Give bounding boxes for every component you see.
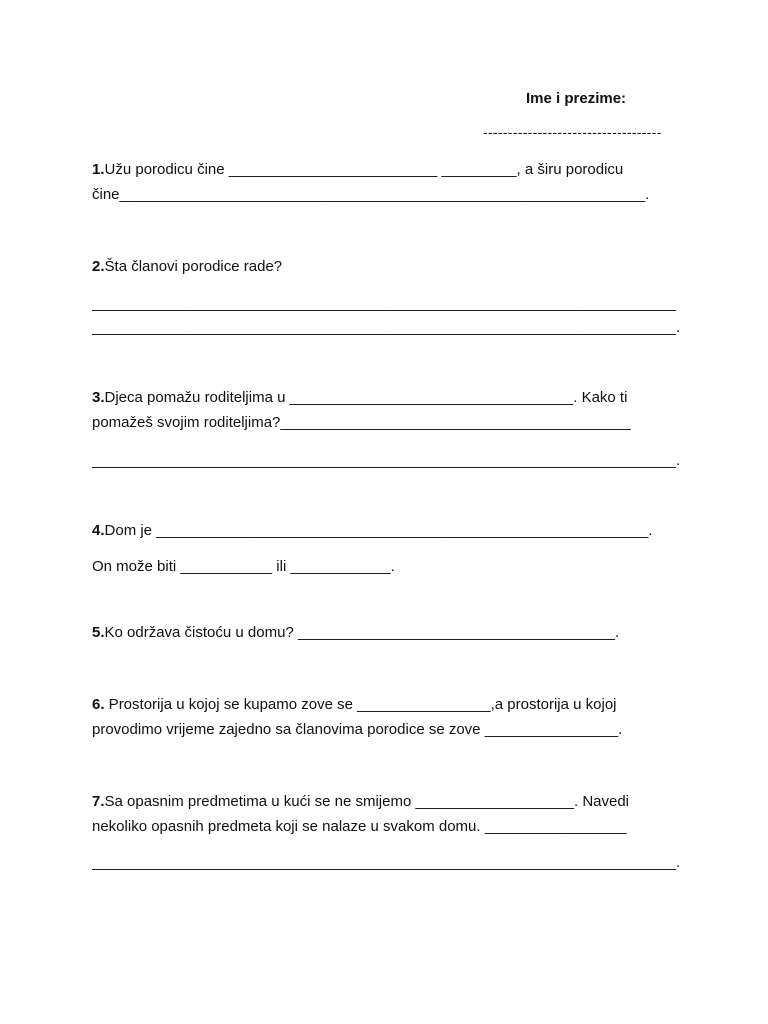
question-3-number: 3.: [92, 389, 105, 406]
question-7-text: Sa opasnim predmetima u kući se ne smijemo ___________________. Navedi: [104, 793, 630, 810]
question-4-number: 4.: [92, 522, 105, 539]
question-7-number: 7.: [92, 793, 105, 810]
question-3-answer-line: ______________________________________________________________________.: [92, 452, 681, 469]
question-4-text: Dom je ___________________________________________________________.: [104, 522, 653, 539]
question-6-text: Prostorija u kojoj se kupamo zove se ________________,a prostorija u kojoj: [104, 696, 617, 713]
question-6-line-2: provodimo vrijeme zajedno sa članovima porodice se zove ________________.: [92, 721, 623, 738]
question-2-answer-line-2: ______________________________________________________________________.: [92, 319, 681, 336]
question-1-number: 1.: [92, 161, 105, 178]
question-1-line-1: [92, 160, 682, 180]
question-3-text: Djeca pomažu roditeljima u __________________________________. Kako ti: [104, 389, 628, 406]
question-6-number: 6.: [92, 696, 105, 713]
question-5-number: 5.: [92, 624, 105, 641]
question-6-line-1: [92, 695, 682, 715]
question-2-number: 2.: [92, 258, 105, 275]
question-4-line-1: [92, 521, 682, 541]
question-3-line-2: pomažeš svojim roditeljima?__________________________________________: [92, 414, 631, 431]
question-4-line-2: On može biti ___________ ili ____________.: [92, 558, 395, 575]
name-label: Ime i prezime:: [526, 90, 627, 107]
question-2-text: Šta članovi porodice rade?: [104, 258, 283, 275]
question-5-line-1: [92, 623, 682, 643]
question-2-line-1: [92, 257, 682, 277]
question-3-line-1: [92, 388, 682, 408]
question-1-text: Užu porodicu čine _________________________ _________, a širu porodicu: [104, 161, 624, 178]
question-7-answer-line: ______________________________________________________________________.: [92, 854, 681, 871]
question-7-line-1: [92, 792, 682, 812]
question-1-line-2: čine_______________________________________________________________.: [92, 186, 650, 203]
question-7-line-2: nekoliko opasnih predmeta koji se nalaze u svakom domu. _________________: [92, 818, 627, 835]
name-blank-line: ------------------------------------: [483, 124, 662, 140]
question-2-answer-line-1: ______________________________________________________________________: [92, 295, 676, 312]
question-5-text: Ko održava čistoću u domu? ______________________________________.: [104, 624, 620, 641]
